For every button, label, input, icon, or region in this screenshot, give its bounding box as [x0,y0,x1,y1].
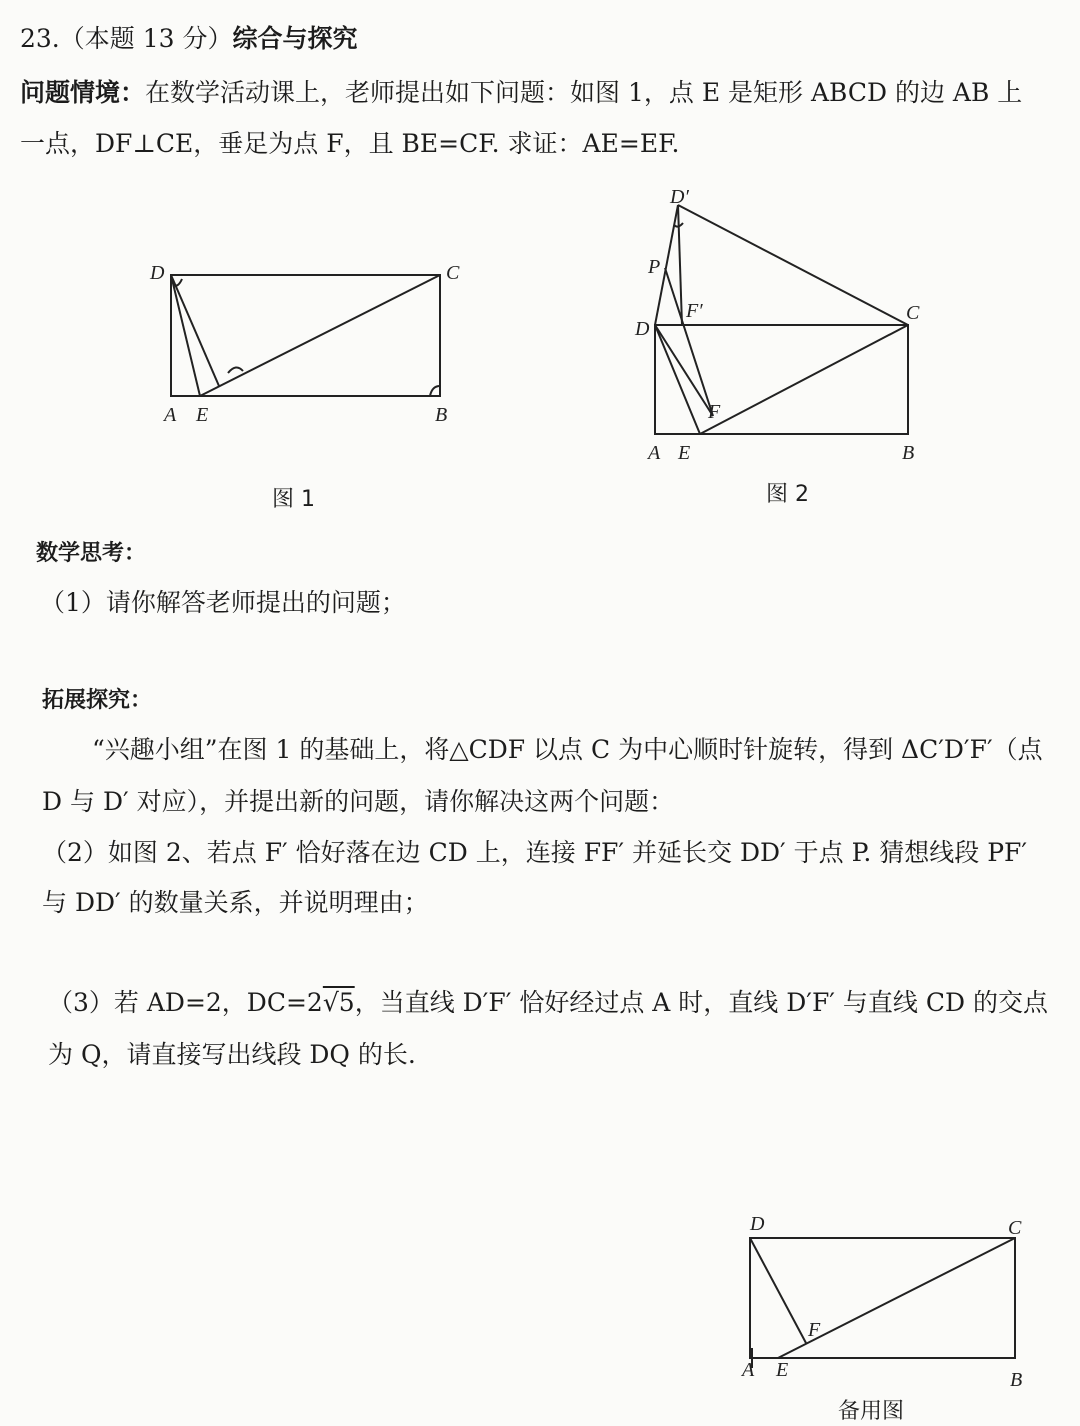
fig1-angle-mark-b [430,386,440,396]
fig1-label-b: B [435,404,448,426]
question-3-line-1 [48,986,1048,1020]
figure-spare [730,1210,1040,1395]
question-2-line-1: （2）如图 2、若点 F′ 恰好落在边 CD 上，连接 FF′ 并延长交 DD′ 于点 P. 猜想线段 PF′ [42,838,1028,867]
fig3-label-f: F [808,1319,821,1341]
question-3-part-1: （3）若 AD=2，DC=2 [48,988,323,1017]
extension-intro-2: D 与 D′ 对应），并提出新的问题，请你解决这两个问题： [42,787,675,816]
fig1-label-e: E [196,404,209,426]
thinking-label: 数学思考： [36,541,147,566]
fig3-segment-df [750,1238,806,1343]
fig2-label-c: C [906,302,920,324]
fig2-segment-df [655,325,713,416]
question-title: 综合与探究 [232,24,358,53]
fig3-rectangle [750,1238,1015,1358]
fig3-label-c: C [1008,1217,1022,1239]
question-3-part-2: ，当直线 D′F′ 恰好经过点 A 时，直线 D′F′ 与直线 CD 的交点 [354,988,1048,1017]
question-number: 23. [20,24,60,53]
question-1: （1）请你解答老师提出的问题； [40,588,406,617]
figure-2 [630,185,930,475]
fig3-label-e: E [776,1359,789,1381]
fig2-segment-ce [700,325,908,434]
extension-label: 拓展探究： [42,688,153,713]
fig2-segment-pf [665,268,713,416]
fig1-caption: 图 1 [272,487,315,512]
fig1-rectangle [171,275,440,396]
scenario-line-2: 一点，DF⊥CE，垂足为点 F，且 BE=CF. 求证：AE=EF. [20,129,680,158]
figure-1 [140,255,470,435]
fig2-caption: 图 2 [766,482,809,507]
fig1-label-d: D [150,262,165,284]
fig3-label-d: D [750,1213,765,1235]
fig2-label-d: D [635,318,650,340]
fig2-label-a: A [648,442,661,464]
fig2-segment-de [655,325,700,434]
fig1-segment-de [171,275,200,396]
fig2-label-dprime: D′ [670,186,689,208]
fig2-label-b: B [902,442,915,464]
sqrt-five: √5 [322,988,355,1017]
fig1-label-a: A [164,404,177,426]
question-header [20,22,358,56]
fig2-label-fprime: F′ [686,300,703,322]
fig2-label-p: P [648,256,661,278]
fig1-segment-ce [200,275,440,396]
fig3-label-b: B [1010,1369,1023,1391]
extension-intro-1: “兴趣小组”在图 1 的基础上，将△CDF 以点 C 为中心顺时针旋转，得到 ΔC′D′F′（点 [92,735,1043,764]
question-points: （本题 13 分） [59,24,233,53]
fig2-label-f: F [708,401,721,423]
fig2-label-e: E [678,442,691,464]
fig2-segment-dpc [678,205,908,325]
fig1-label-c: C [446,262,460,284]
question-3-line-2: 为 Q，请直接写出线段 DQ 的长. [48,1040,416,1069]
scenario-text-1: 在数学活动课上，老师提出如下问题：如图 1，点 E 是矩形 ABCD 的边 AB 上 [145,78,1023,107]
fig3-caption: 备用图 [838,1399,905,1424]
scenario-label: 问题情境： [20,78,146,107]
scenario-line-1 [20,76,1022,110]
fig3-label-a: A [742,1359,755,1381]
fig1-right-angle-mark [228,367,243,373]
question-2-line-2: 与 DD′ 的数量关系，并说明理由； [42,888,429,917]
fig1-segment-df [171,275,219,386]
